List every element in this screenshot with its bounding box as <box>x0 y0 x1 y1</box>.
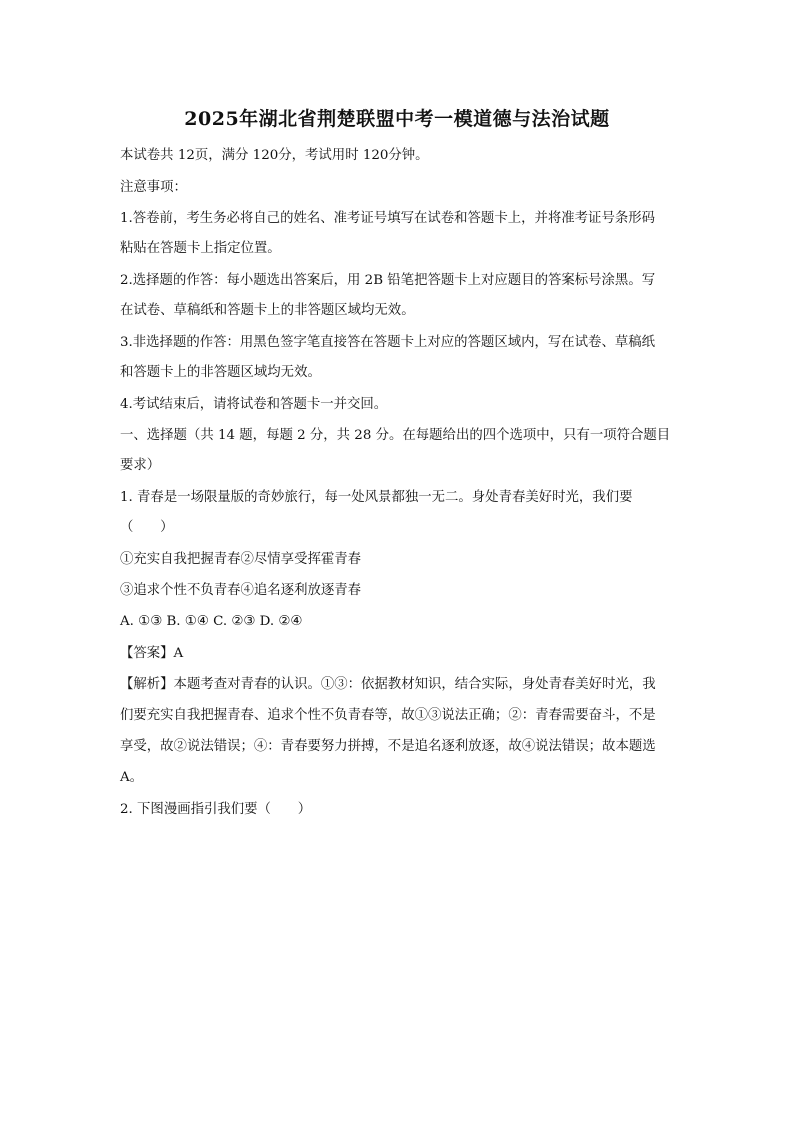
q1-stem-line-2: （ ） <box>120 520 174 535</box>
notice-1-line-2: 粘贴在答题卡上指定位置。 <box>120 241 281 256</box>
q1-answer: 【答案】A <box>120 646 184 661</box>
q1-analysis-line-2: 们要充实自我把握青春、追求个性不负青春等，故①③说法正确；②：青春需要奋斗，不是 <box>120 708 656 723</box>
notice-2-line-2: 在试卷、草稿纸和答题卡上的非答题区域均无效。 <box>120 303 415 318</box>
notice-3-line-2: 和答题卡上的非答题区域均无效。 <box>120 365 321 380</box>
q1-analysis-line-3: 享受，故②说法错误；④：青春要努力拼搏，不是追名逐利放逐，故④说法错误；故本题选 <box>120 739 656 754</box>
notice-2-line-1: 2.选择题的作答：每小题选出答案后，用 2B 铅笔把答题卡上对应题目的答案标号涂黑。写 <box>120 273 656 288</box>
q2-stem: 2. 下图漫画指引我们要（ ） <box>120 802 312 817</box>
section-heading-line-2: 要求） <box>120 458 161 473</box>
section-heading-line-1: 一、选择题（共 14 题，每题 2 分，共 28 分。在每题给出的四个选项中，只有一项符合题目 <box>120 428 671 443</box>
page-title: 2025年湖北省荆楚联盟中考一模道德与法治试题 <box>184 108 610 130</box>
notice-3-line-1: 3.非选择题的作答：用黑色签字笔直接答在答题卡上对应的答题区域内，写在试卷、草稿纸 <box>120 335 656 350</box>
q1-stem-line-1: 1. 青春是一场限量版的奇妙旅行，每一处风景都独一无二。身处青春美好时光，我们要 <box>120 490 633 505</box>
notice-1-line-1: 1.答卷前，考生务必将自己的姓名、准考证号填写在试卷和答题卡上，并将准考证号条形码 <box>120 211 656 226</box>
notice-heading: 注意事项： <box>120 180 187 195</box>
notice-4-line-1: 4.考试结束后，请将试卷和答题卡一并交回。 <box>120 397 388 412</box>
q1-statement-1: ①充实自我把握青春②尽情享受挥霍青春 <box>120 552 362 567</box>
q1-statement-2: ③追求个性不负青春④追名逐利放逐青春 <box>120 583 362 598</box>
q1-analysis-line-4: A。 <box>120 770 144 785</box>
intro-text: 本试卷共 12页，满分 120分，考试用时 120分钟。 <box>120 148 429 163</box>
q1-analysis-line-1: 【解析】本题考查对青春的认识。①③：依据教材知识，结合实际，身处青春美好时光，我 <box>120 677 656 692</box>
q1-options: A. ①③ B. ①④ C. ②③ D. ②④ <box>120 614 303 629</box>
